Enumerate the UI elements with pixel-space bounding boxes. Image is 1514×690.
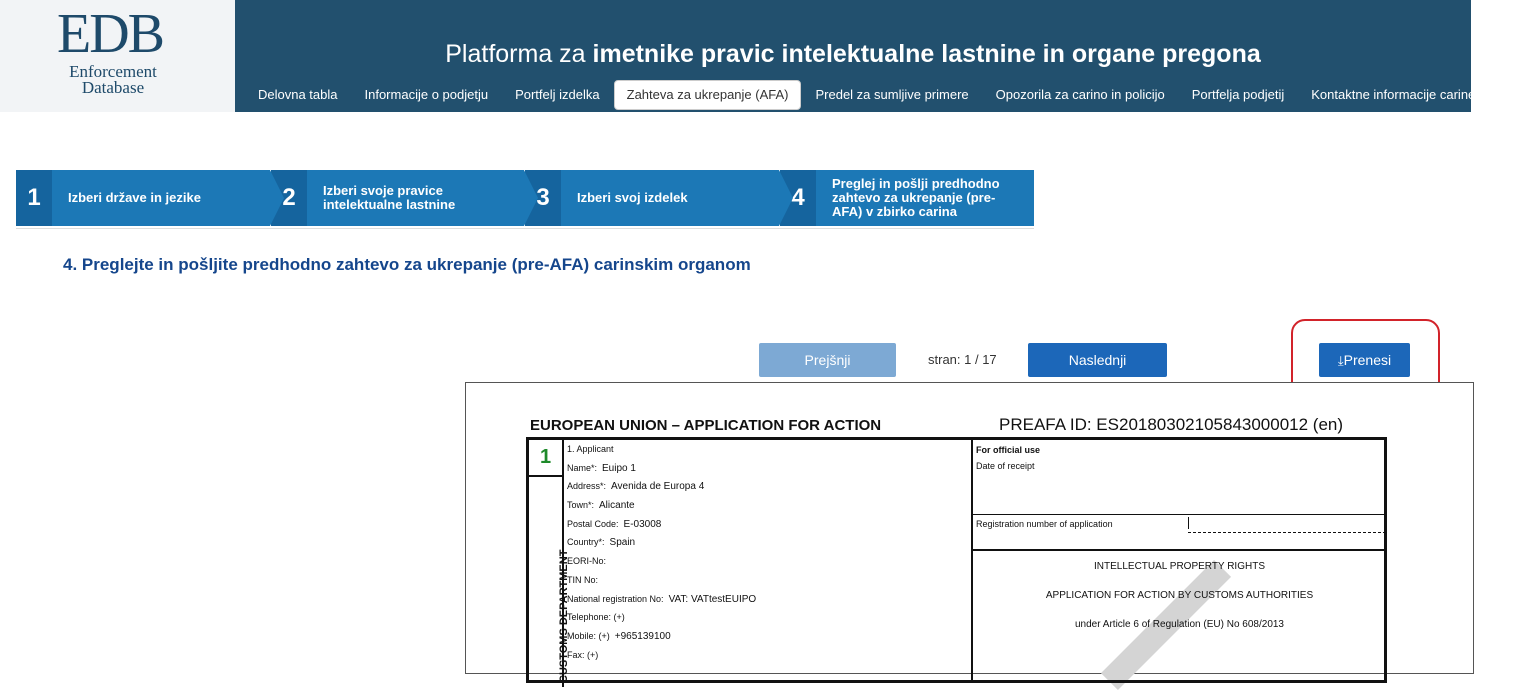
- logo[interactable]: [0, 0, 235, 112]
- nav-item-alerts[interactable]: Opozorila za carino in policijo: [995, 87, 1165, 102]
- document-title: EUROPEAN UNION – APPLICATION FOR ACTION: [530, 417, 882, 434]
- field-row: [567, 515, 967, 534]
- step-label: Preglej in pošlji predhodno zahtevo za ukrepanje (pre-AFA) v zbirko carina: [832, 176, 1000, 219]
- field-value: VAT: VATtestEUIPO: [668, 593, 757, 605]
- date-of-receipt: Date of receipt: [976, 461, 1035, 471]
- download-icon: ⤓: [1337, 353, 1344, 368]
- field-row: [567, 627, 967, 646]
- step-number: 4: [780, 170, 816, 226]
- field-row: [567, 571, 967, 590]
- nav-item-dashboard[interactable]: Delovna tabla: [258, 87, 338, 102]
- previous-button[interactable]: Prejšnji: [759, 343, 896, 377]
- field-label: Address*:: [567, 481, 607, 492]
- nav-item-product-portfolio[interactable]: Portfelj izdelka: [515, 87, 600, 102]
- wizard-steps: [16, 170, 1034, 229]
- step-arrow: [779, 170, 793, 226]
- field-row: [567, 646, 967, 665]
- ipr-heading: [973, 552, 1386, 639]
- field-row: [567, 590, 967, 609]
- ipr-line-2: APPLICATION FOR ACTION BY CUSTOMS AUTHORITIES: [1045, 590, 1314, 601]
- step-3[interactable]: [525, 170, 779, 226]
- field-row: [567, 477, 967, 496]
- side-label: CUSTOMS DEPARTMENT: [558, 549, 570, 683]
- step-4[interactable]: [780, 170, 1034, 226]
- field-label: Name*:: [567, 462, 598, 473]
- registration-row: [973, 514, 1386, 551]
- nav-item-company-portfolios[interactable]: Portfelja podjetij: [1191, 87, 1285, 102]
- download-label: Prenesi: [1343, 352, 1392, 368]
- field-label: National registration No:: [567, 593, 664, 604]
- field-label: Town*:: [567, 500, 595, 511]
- field-row: [567, 533, 967, 552]
- nav-item-afa[interactable]: Zahteva za ukrepanje (AFA): [614, 80, 802, 110]
- step-arrow: [524, 170, 538, 226]
- field-row: [567, 440, 967, 459]
- step-number: 2: [271, 170, 307, 226]
- document-preview[interactable]: [465, 382, 1474, 683]
- platform-title-bold: imetnike pravic intelektualne lastnine in organe pregona: [592, 40, 1261, 68]
- field-label: Mobile: (+): [567, 630, 610, 641]
- field-label: Telephone: (+): [567, 612, 625, 623]
- official-use-column: [971, 440, 1386, 680]
- main-nav: [245, 80, 1514, 110]
- official-use: [976, 442, 1040, 474]
- step-label: Izberi svoj izdelek: [577, 190, 688, 205]
- header: [0, 0, 1500, 112]
- field-label: Postal Code:: [567, 518, 619, 529]
- field-label: Fax: (+): [567, 649, 599, 660]
- applicant-fields: [567, 440, 967, 664]
- field-value: E-03008: [623, 518, 662, 530]
- field-label: Country*:: [567, 537, 605, 548]
- field-row: [567, 608, 967, 627]
- applicant-form: [526, 437, 1387, 683]
- registration-dash-line: [1188, 532, 1386, 533]
- field-value: +965139100: [614, 630, 671, 642]
- step-2[interactable]: [271, 170, 524, 226]
- step-label: Izberi države in jezike: [68, 190, 201, 205]
- field-value: Spain: [609, 537, 636, 549]
- field-row: [567, 459, 967, 478]
- preafa-id: PREAFA ID: ES20180302105843000012 (en): [999, 415, 1344, 434]
- platform-title: [235, 40, 1471, 69]
- logo-line-1: Enforcement: [69, 62, 157, 81]
- next-button[interactable]: Naslednji: [1028, 343, 1167, 377]
- registration-label: Registration number of application: [976, 519, 1113, 529]
- ipr-line-1: INTELLECTUAL PROPERTY RIGHTS: [1094, 561, 1265, 572]
- logo-title: EDB: [57, 3, 163, 65]
- logo-line-2: Database: [81, 78, 145, 97]
- official-use-title: For official use: [976, 445, 1041, 455]
- nav-item-suspicious-cases[interactable]: Predel za sumljive primere: [815, 87, 969, 102]
- field-label: TIN No:: [567, 574, 599, 585]
- platform-title-prefix: Platforma za: [445, 40, 593, 68]
- page-indicator: stran: 1 / 17: [928, 352, 997, 367]
- side-column: [529, 477, 570, 687]
- field-row: [567, 552, 967, 571]
- field-value: Avenida de Europa 4: [611, 481, 705, 493]
- field-label: 1. Applicant: [567, 444, 614, 454]
- step-1[interactable]: [16, 170, 270, 226]
- step-label: Izberi svoje pravice intelektualne lastnine: [323, 183, 456, 212]
- step-number: 3: [525, 170, 561, 226]
- field-value: Alicante: [599, 500, 635, 512]
- field-value: Euipo 1: [602, 462, 636, 474]
- page-heading: 4. Preglejte in pošljite predhodno zahtevo za ukrepanje (pre-AFA) carinskim organom: [63, 255, 751, 274]
- nav-item-customs-contacts[interactable]: Kontaktne informacije carine in p: [1311, 87, 1500, 102]
- registration-divider: [1188, 517, 1189, 529]
- logo-subtitle: [58, 64, 168, 96]
- field-row: [567, 496, 967, 515]
- ipr-line-3: under Article 6 of Regulation (EU) No 608/2013: [1074, 619, 1284, 630]
- section-number: 1: [529, 440, 564, 477]
- step-number: 1: [16, 170, 52, 226]
- nav-item-company-info[interactable]: Informacije o podjetju: [364, 87, 489, 102]
- step-arrow: [270, 170, 284, 226]
- field-label: EORI-No:: [567, 556, 607, 567]
